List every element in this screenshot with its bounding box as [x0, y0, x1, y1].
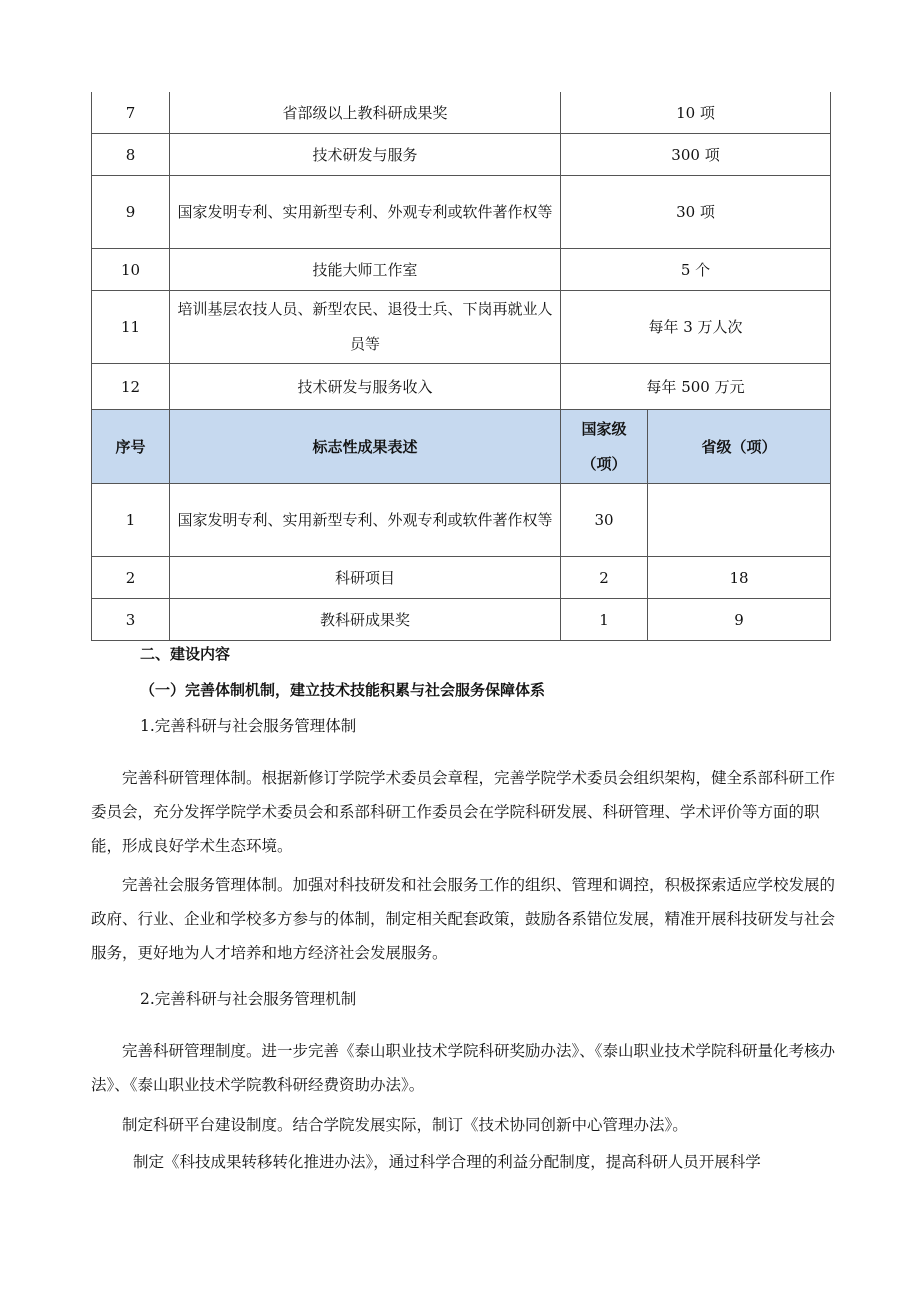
table-row — [92, 92, 831, 134]
row-value: 30 项 — [561, 176, 831, 249]
header-provincial: 省级（项） — [648, 410, 831, 484]
row-description: 国家发明专利、实用新型专利、外观专利或软件著作权等 — [170, 176, 561, 249]
row-number: 3 — [92, 599, 170, 641]
paragraph: 完善科研管理体制。根据新修订学院学术委员会章程，完善学院学术委员会组织架构，健全系部科研工作委员会，充分发挥学院学术委员会和系部科研工作委员会在学院科研发展、科研管理、学术评价等方面的职能，形成良好学术生态环境。 — [91, 769, 836, 855]
table-header-row — [92, 410, 831, 484]
row-description: 技术研发与服务 — [170, 134, 561, 176]
subsection-title: （一）完善体制机制，建立技术技能积累与社会服务保障体系 — [140, 681, 546, 699]
row-number: 12 — [92, 364, 170, 410]
row-number: 8 — [92, 134, 170, 176]
header-national: 国家级（项） — [561, 410, 648, 484]
row-description: 技能大师工作室 — [170, 249, 561, 291]
table-row — [92, 291, 831, 364]
row-provincial: 18 — [648, 557, 831, 599]
row-number: 7 — [92, 92, 170, 134]
row-national: 1 — [561, 599, 648, 641]
table-row — [92, 599, 831, 641]
section-title: 二、建设内容 — [140, 645, 231, 663]
table-row — [92, 557, 831, 599]
table-row — [92, 134, 831, 176]
row-value: 300 项 — [561, 134, 831, 176]
row-provincial: 9 — [648, 599, 831, 641]
item-title: 2.完善科研与社会服务管理机制 — [140, 990, 357, 1008]
row-value: 5 个 — [561, 249, 831, 291]
row-national: 2 — [561, 557, 648, 599]
header-description: 标志性成果表述 — [170, 410, 561, 484]
row-description: 国家发明专利、实用新型专利、外观专利或软件著作权等 — [170, 484, 561, 557]
row-description: 科研项目 — [170, 557, 561, 599]
row-value: 10 项 — [561, 92, 831, 134]
paragraph: 制定《科技成果转移转化推进办法》，通过科学合理的利益分配制度，提高科研人员开展科学 — [133, 1153, 761, 1171]
row-number: 11 — [92, 291, 170, 364]
table-row — [92, 176, 831, 249]
header-number: 序号 — [92, 410, 170, 484]
paragraph: 制定科研平台建设制度。结合学院发展实际，制订《技术协同创新中心管理办法》。 — [122, 1116, 688, 1134]
table-row — [92, 484, 831, 557]
achievement-table — [91, 92, 831, 641]
row-provincial — [648, 484, 831, 557]
table-row — [92, 249, 831, 291]
row-number: 10 — [92, 249, 170, 291]
row-national: 30 — [561, 484, 648, 557]
table-row — [92, 364, 831, 410]
row-number: 1 — [92, 484, 170, 557]
row-description: 培训基层农技人员、新型农民、退役士兵、下岗再就业人员等 — [170, 291, 561, 364]
row-number: 9 — [92, 176, 170, 249]
item-title: 1.完善科研与社会服务管理体制 — [140, 717, 357, 735]
row-description: 教科研成果奖 — [170, 599, 561, 641]
row-number: 2 — [92, 557, 170, 599]
paragraph: 完善科研管理制度。进一步完善《泰山职业技术学院科研奖励办法》、《泰山职业技术学院科研量化考核办法》、《泰山职业技术学院教科研经费资助办法》。 — [91, 1042, 836, 1094]
row-value: 每年 500 万元 — [561, 364, 831, 410]
row-description: 技术研发与服务收入 — [170, 364, 561, 410]
paragraph: 完善社会服务管理体制。加强对科技研发和社会服务工作的组织、管理和调控，积极探索适应学校发展的政府、行业、企业和学校多方参与的体制，制定相关配套政策，鼓励各系错位发展，精准开展科技研发与社会服务，更好地为人才培养和地方经济社会发展服务。 — [91, 876, 836, 962]
row-value: 每年 3 万人次 — [561, 291, 831, 364]
row-description: 省部级以上教科研成果奖 — [170, 92, 561, 134]
